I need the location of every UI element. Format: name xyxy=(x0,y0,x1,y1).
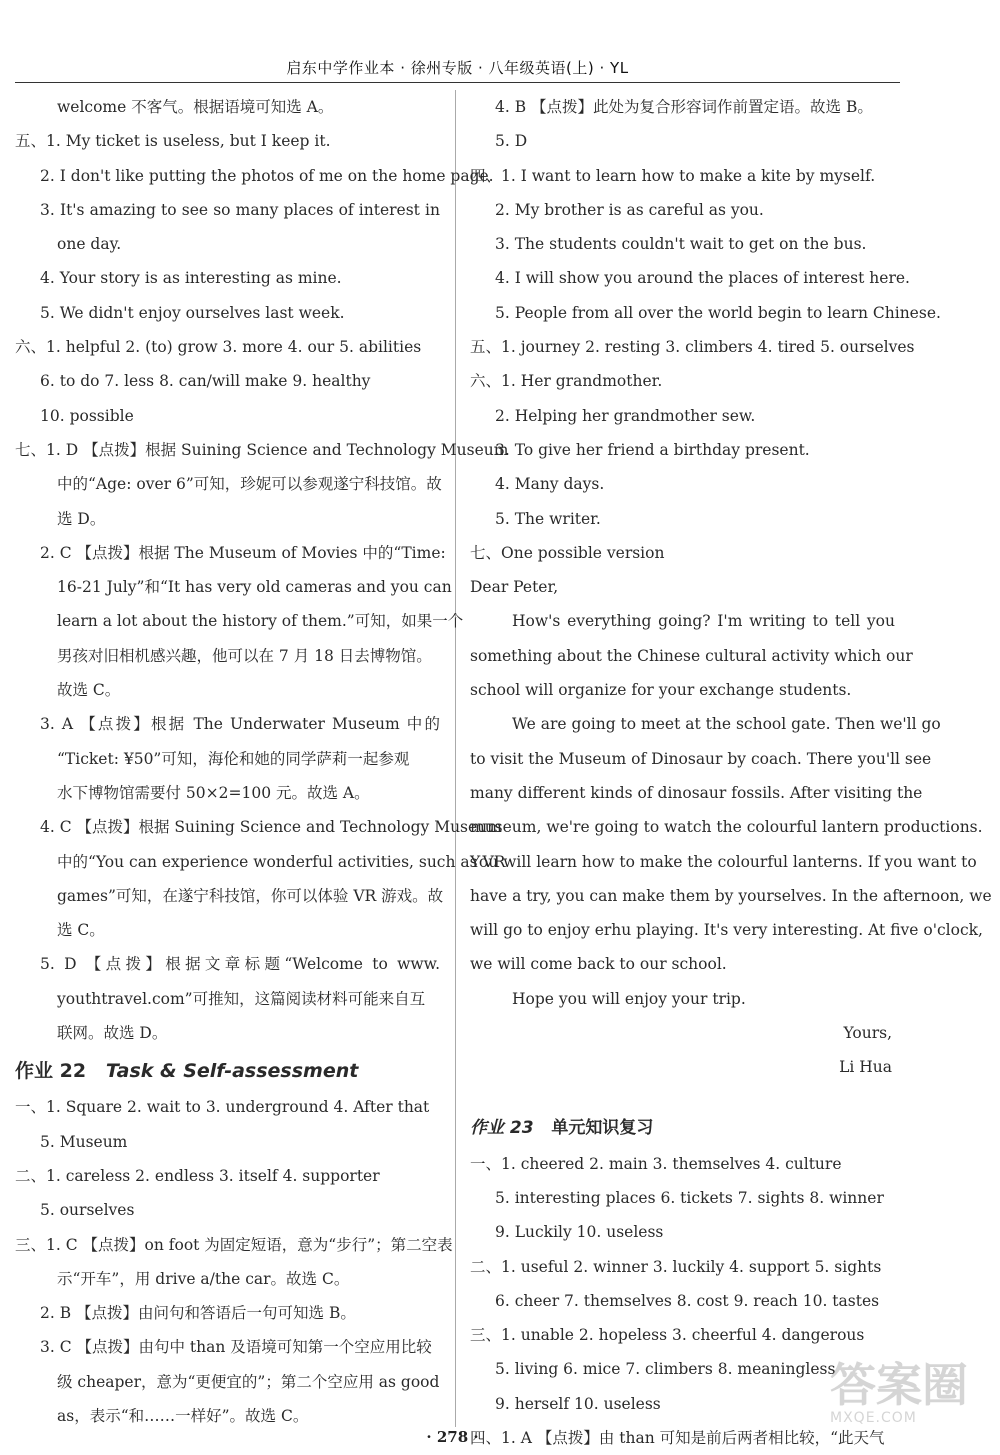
answer-line: 五、1. My ticket is useless, but I keep it. xyxy=(15,132,331,151)
answer-line: 3. To give her friend a birthday present. xyxy=(495,440,810,459)
answer-line: 级 cheaper，意为“更便宜的”；第二个空应用 as good xyxy=(57,1372,440,1391)
watermark-url: MXQE.COM xyxy=(830,1410,917,1426)
answer-line: museum, we're going to watch the colourful lantern productions. xyxy=(470,818,983,837)
answer-line: 4. Your story is as interesting as mine. xyxy=(40,269,342,288)
answer-line: we will come back to our school. xyxy=(470,955,727,974)
answer-line: “Ticket: ¥50”可知，海伦和她的同学萨莉一起参观 xyxy=(57,749,410,768)
answer-line: 10. possible xyxy=(40,406,134,425)
watermark-text: 答案圈 xyxy=(830,1358,968,1412)
answer-line: 2. My brother is as careful as you. xyxy=(495,200,764,219)
answer-line: have a try, you can make them by yourselves. In the afternoon, we xyxy=(470,886,992,905)
answer-line: 9. herself 10. useless xyxy=(495,1394,661,1413)
watermark-logo xyxy=(830,1360,980,1435)
answer-line: 5. ourselves xyxy=(40,1201,135,1220)
answer-line: games”可知，在遂宁科技馆，你可以体验 VR 游戏。故 xyxy=(57,886,444,905)
answer-line: 2. B 【点拨】由问句和答语后一句可知选 B。 xyxy=(40,1304,356,1323)
answer-line: 6. to do 7. less 8. can/will make 9. healthy xyxy=(40,372,371,391)
page-number: · 278 · xyxy=(426,1428,479,1446)
section-22-number: 作业 22 xyxy=(15,1060,87,1083)
answer-line: 中的“Age: over 6”可知，珍妮可以参观遂宁科技馆。故 xyxy=(57,475,442,494)
answer-line: You will learn how to make the colourful lanterns. If you want to xyxy=(470,852,977,871)
answer-line: 4. I will show you around the places of interest here. xyxy=(495,269,910,288)
answer-line: school will organize for your exchange students. xyxy=(470,681,852,700)
section-23-number: 作业 23 xyxy=(470,1117,534,1138)
answer-line: 三、1. unable 2. hopeless 3. cheerful 4. dangerous xyxy=(470,1326,865,1345)
answer-line: 六、1. Her grandmother. xyxy=(470,372,663,391)
answer-line: 3. The students couldn't wait to get on the bus. xyxy=(495,235,867,254)
answer-line: 5. D 【点拨】根据文章标题“Welcome to www. xyxy=(40,955,440,974)
answer-line: Li Hua xyxy=(839,1058,892,1077)
answer-line: 4. B 【点拨】此处为复合形容词作前置定语。故选 B。 xyxy=(495,98,873,116)
answer-line: 5. We didn't enjoy ourselves last week. xyxy=(40,303,345,322)
answer-line: youthtravel.com”可推知，这篇阅读材料可能来自互 xyxy=(57,989,426,1008)
answer-line: We are going to meet at the school gate. Then we'll go xyxy=(512,715,941,734)
answer-line: 5. The writer. xyxy=(495,509,601,528)
answer-line: 选 D。 xyxy=(57,509,106,528)
answer-line: 四、1. I want to learn how to make a kite by myself. xyxy=(470,166,876,185)
section-heading-23 xyxy=(470,1109,895,1147)
answer-line: to visit the Museum of Dinosaur by coach. There you'll see xyxy=(470,749,932,768)
answer-line: 5. interesting places 6. tickets 7. sights 8. winner xyxy=(495,1188,884,1207)
answer-line: 选 C。 xyxy=(57,921,105,940)
answer-line: 3. A 【点拨】根据 The Underwater Museum 中的 xyxy=(40,715,440,734)
answer-line: Hope you will enjoy your trip. xyxy=(512,989,746,1008)
answer-line: will go to enjoy erhu playing. It's very interesting. At five o'clock, xyxy=(470,921,983,940)
section-22-title: Task & Self-assessment xyxy=(105,1060,359,1083)
answer-line: learn a lot about the history of them.”可知，如果一个 xyxy=(57,612,464,631)
answer-line: 2. Helping her grandmother sew. xyxy=(495,406,756,425)
answer-line: 3. It's amazing to see so many places of interest in xyxy=(40,200,440,219)
answer-line: How's everything going? I'm writing to tell you xyxy=(512,612,895,631)
answer-line: 16-21 July”和“It has very old cameras and you can xyxy=(57,578,452,597)
answer-line: 六、1. helpful 2. (to) grow 3. more 4. our 5. abilities xyxy=(15,338,422,357)
column-divider xyxy=(455,90,456,1427)
answer-line: Dear Peter, xyxy=(470,578,559,597)
answer-line: 联网。故选 D。 xyxy=(57,1024,168,1043)
answer-line: Yours, xyxy=(843,1024,892,1043)
answer-line: 4. Many days. xyxy=(495,475,605,494)
answer-line: 4. C 【点拨】根据 Suining Science and Technology Museum xyxy=(40,818,502,837)
left-answers-block xyxy=(15,90,509,1050)
answer-line: 5. Museum xyxy=(40,1132,128,1151)
answer-line: 中的“You can experience wonderful activities, such as VR xyxy=(57,852,506,871)
right-answers-block xyxy=(470,90,992,1085)
answer-line: 5. People from all over the world begin to learn Chinese. xyxy=(495,303,941,322)
answer-line: as，表示“和……一样好”。故选 C。 xyxy=(57,1406,309,1425)
answer-line: something about the Chinese cultural activity which our xyxy=(470,646,913,665)
answer-line: 男孩对旧相机感兴趣，他可以在 7 月 18 日去博物馆。 xyxy=(57,646,432,665)
answer-line: 3. C 【点拨】由句中 than 及语境可知第一个空应用比较 xyxy=(40,1338,432,1357)
answer-line: 6. cheer 7. themselves 8. cost 9. reach 10. tastes xyxy=(495,1291,880,1310)
answer-line: 示“开车”，用 drive a/the car。故选 C。 xyxy=(57,1269,350,1288)
answer-line: many different kinds of dinosaur fossils. After visiting the xyxy=(470,783,923,802)
answer-line: 二、1. useful 2. winner 3. luckily 4. support 5. sights xyxy=(470,1257,882,1276)
answer-line: 5. living 6. mice 7. climbers 8. meaningless xyxy=(495,1360,836,1379)
answer-line: 故选 C。 xyxy=(57,681,121,700)
section-heading-22 xyxy=(15,1052,440,1090)
answer-line: 七、One possible version xyxy=(470,543,665,562)
answer-line: 水下博物馆需要付 50×2=100 元。故选 A。 xyxy=(57,783,370,802)
section-22-answers xyxy=(15,1090,453,1433)
answer-line: 一、1. cheered 2. main 3. themselves 4. culture xyxy=(470,1154,842,1173)
answer-line: one day. xyxy=(57,235,122,254)
answer-line: 五、1. journey 2. resting 3. climbers 4. tired 5. ourselves xyxy=(470,338,915,357)
answer-line: 三、1. C 【点拨】on foot 为固定短语，意为“步行”；第二空表 xyxy=(15,1235,453,1254)
answer-line: 一、1. Square 2. wait to 3. underground 4. After that xyxy=(15,1098,430,1117)
answer-line: 七、1. D 【点拨】根据 Suining Science and Technology Museum xyxy=(15,440,509,459)
answer-line: 四、1. A 【点拨】由 than 可知是前后两者相比较，“此天气 xyxy=(470,1428,885,1447)
answer-line: 2. I don't like putting the photos of me on the home page. xyxy=(40,166,494,185)
answer-line: 二、1. careless 2. endless 3. itself 4. supporter xyxy=(15,1166,380,1185)
section-23-title: 单元知识复习 xyxy=(551,1117,654,1138)
page-header: 启东中学作业本 · 徐州专版 · 八年级英语(上) · YL xyxy=(15,56,900,83)
answer-line: 5. D xyxy=(495,132,528,151)
answer-line: welcome 不客气。根据语境可知选 A。 xyxy=(57,98,334,116)
answer-line: 2. C 【点拨】根据 The Museum of Movies 中的“Time: xyxy=(40,543,446,562)
answer-line: 9. Luckily 10. useless xyxy=(495,1223,664,1242)
